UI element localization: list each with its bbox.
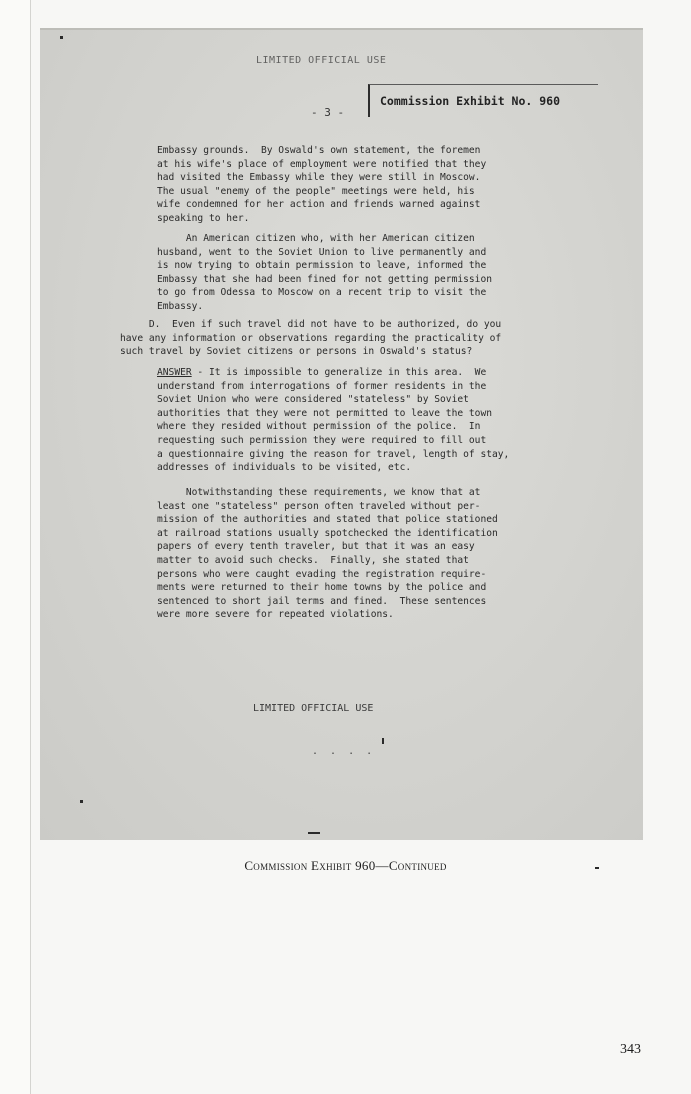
page-left-margin xyxy=(0,0,30,1094)
exhibit-stamp-text: Commission Exhibit No. 960 xyxy=(380,94,561,108)
paragraph-american-citizen: An American citizen who, with her American citizen husband, went to the Soviet Union to live permanently and is now trying to obtain permission to leave, informed the Embassy that she had been fined for not getting permission to go from Odessa to Moscow on a recent trip to visit the Embassy. xyxy=(157,233,493,312)
classification-footer: LIMITED OFFICIAL USE xyxy=(253,703,374,714)
question-d: D. Even if such travel did not have to be authorized, do you have any information or observations regarding the practicality of such travel by Soviet citizens or persons in Oswald's status? xyxy=(120,319,502,358)
exhibit-stamp xyxy=(368,84,598,117)
answer-label: ANSWER xyxy=(157,367,192,378)
answer-paragraph xyxy=(157,366,509,475)
scan-mark xyxy=(80,800,83,803)
classification-header: LIMITED OFFICIAL USE xyxy=(256,55,387,66)
paragraph-notwithstanding: Notwithstanding these requirements, we know that at least one "stateless" person often traveled without per- mission of the authorities and stated that police stationed at railroad stations usually spotchecked the identification papers of every tenth traveler, but that it was an easy matter to avoid such checks. Finally, she stated that persons who were caught evading the registration require- ments were returned to their home towns by the police and sentenced to short jail terms and fined. These sentences were more severe for repeated violations. xyxy=(157,487,498,621)
exhibit-caption: Commission Exhibit 960—Continued xyxy=(244,858,447,873)
scan-speckle: . . . . xyxy=(312,746,376,757)
page-number: 343 xyxy=(620,1042,641,1057)
paragraph-embassy-grounds: Embassy grounds. By Oswald's own statement, the foremen at his wife's place of employment were notified that they had visited the Embassy while they were still in Moscow. The usual "enemy of the people" meetings were held, his wife condemned for her action and friends warned against speaking to her. xyxy=(157,145,487,224)
scan-mark xyxy=(308,832,320,834)
scan-top-edge xyxy=(40,28,643,30)
document-page-label: - 3 - xyxy=(311,106,345,119)
scan-mark xyxy=(60,36,63,39)
scan-mark xyxy=(382,738,384,744)
answer-first-line: - It is impossible to generalize in this area. We xyxy=(191,367,487,378)
page-fold-line xyxy=(30,0,31,1094)
answer-body: understand from interrogations of former residents in the Soviet Union who were considered "stateless" by Soviet authorities that they were not permitted to leave the town where they resided without permission of the police. In requesting such permission they were required to fill out a questionnaire giving the reason for travel, length of stay, addresses of individuals to be visited, etc. xyxy=(157,380,510,474)
